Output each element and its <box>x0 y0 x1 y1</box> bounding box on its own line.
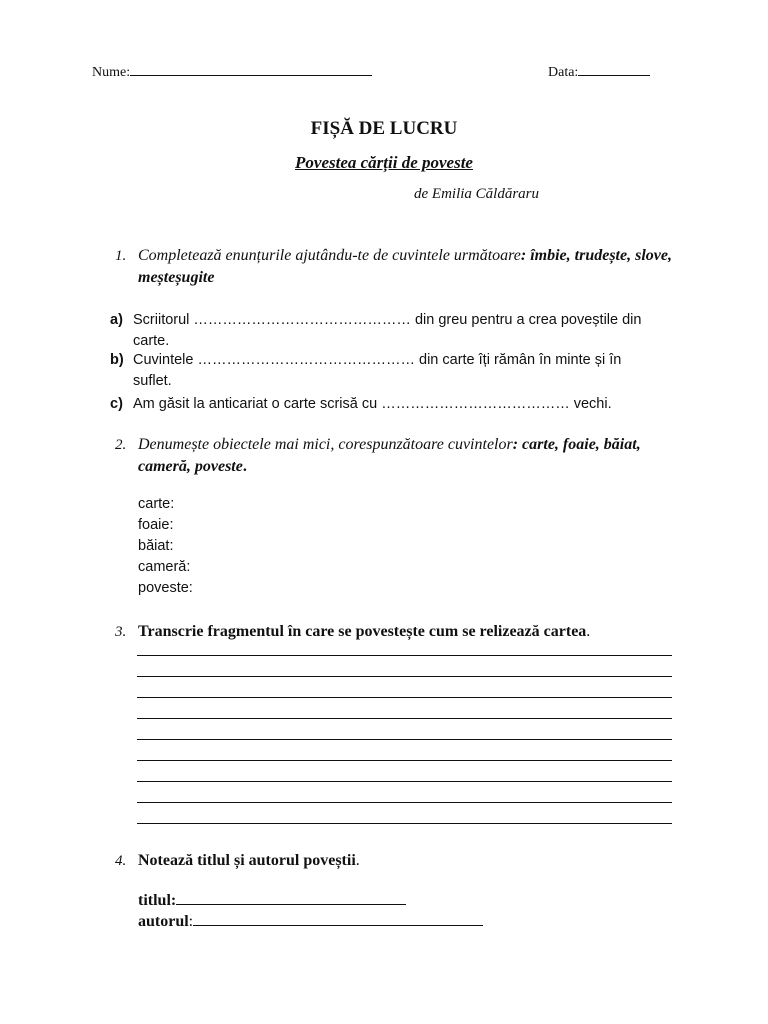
q1-item-b-text: Cuvintele ……………………………………… din carte îți rămân în minte și în suflet. <box>133 352 622 389</box>
q2-prompt <box>138 434 678 478</box>
q4-author-blank[interactable] <box>193 911 483 926</box>
date-label: Data: <box>548 65 579 80</box>
answer-line[interactable] <box>137 676 672 677</box>
q2-number: 2. <box>115 437 127 453</box>
answer-line[interactable] <box>137 802 672 803</box>
q2-word-carte: carte: <box>138 496 175 512</box>
answer-line[interactable] <box>137 655 672 656</box>
q4-title-blank[interactable] <box>176 890 406 905</box>
q1-word-list: : îmbie, trudește, slove, meșteșugite <box>138 247 672 286</box>
page-subtitle: Povestea cărții de poveste <box>295 153 473 172</box>
q2-word-foaie: foaie: <box>138 517 174 533</box>
name-label: Nume: <box>92 65 131 80</box>
answer-line[interactable] <box>137 697 672 698</box>
page-title: FIȘĂ DE LUCRU <box>310 118 458 139</box>
q4-period: . <box>355 852 360 869</box>
answer-line[interactable] <box>137 823 672 824</box>
story-author: de Emilia Căldăraru <box>414 186 540 202</box>
q4-author-field <box>138 911 483 933</box>
date-blank[interactable] <box>578 61 650 76</box>
q1-item-a-label: a) <box>110 312 123 328</box>
q2-word-baiat: băiat: <box>138 538 174 554</box>
q1-item-c-text: Am găsit la anticariat o carte scrisă cu ………………………………… vechi. <box>133 396 612 412</box>
q2-word-list: : carte, foaie, băiat, cameră, poveste <box>138 436 641 475</box>
answer-line[interactable] <box>137 718 672 719</box>
q3-instruction: Transcrie fragmentul în care se povestește cum se relizează cartea <box>138 623 587 640</box>
q2-instruction: Denumește obiectele mai mici, corespunzătoare cuvintelor <box>138 436 513 453</box>
q1-item-b-label: b) <box>110 352 124 368</box>
answer-line[interactable] <box>137 760 672 761</box>
name-blank[interactable] <box>130 61 372 76</box>
q4-author-colon: : <box>188 913 194 930</box>
q1-instruction: Completează enunțurile ajutându-te de cuvintele următoare <box>138 247 521 264</box>
date-field <box>548 61 650 81</box>
answer-line[interactable] <box>137 781 672 782</box>
q3-period: . <box>586 623 591 640</box>
q4-title-label: titlul: <box>138 892 177 909</box>
q1-item-c-label: c) <box>110 396 123 412</box>
q4-number: 4. <box>115 853 127 869</box>
q3-prompt <box>138 621 590 643</box>
q1-number: 1. <box>115 248 127 264</box>
answer-line[interactable] <box>137 739 672 740</box>
q3-number: 3. <box>115 624 127 640</box>
q2-word-poveste: poveste: <box>138 580 193 596</box>
q1-prompt <box>138 245 678 289</box>
q1-item-a-text: Scriitorul ……………………………………… din greu pentru a crea poveștile din carte. <box>133 312 642 349</box>
q4-title-field <box>138 890 406 912</box>
q4-author-label: autorul <box>138 913 189 930</box>
q2-word-camera: cameră: <box>138 559 191 575</box>
name-field <box>92 61 372 81</box>
q4-instruction: Notează titlul și autorul poveștii <box>138 852 356 869</box>
q4-prompt <box>138 850 360 872</box>
q2-period: . <box>242 458 247 475</box>
